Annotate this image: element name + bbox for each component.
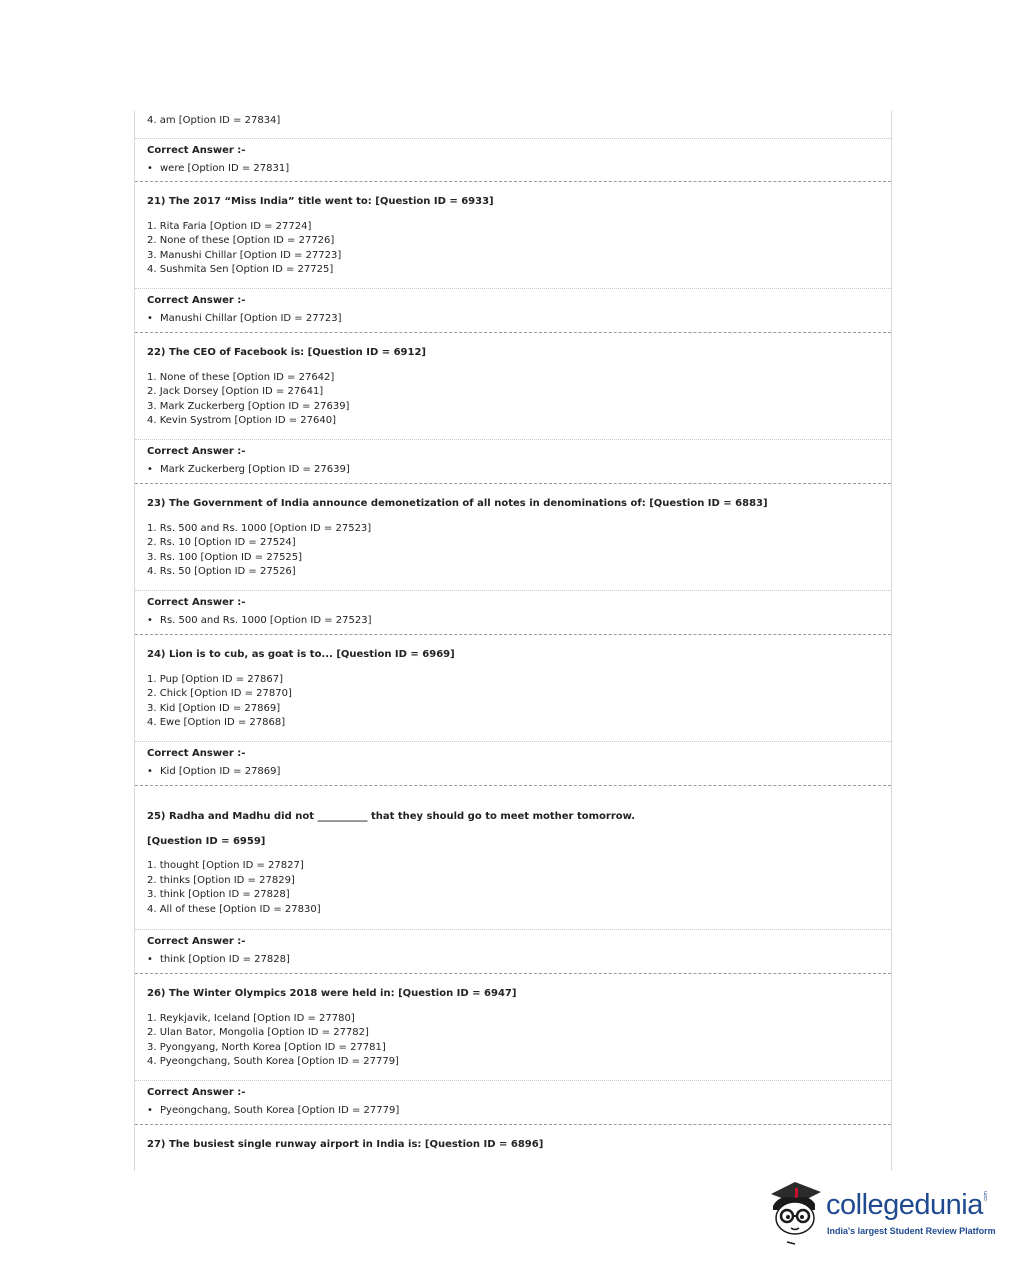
correct-answer: • Pyeongchang, South Korea [Option ID = 27779]: [147, 1104, 879, 1119]
question-24: [135, 635, 891, 741]
option-item: 1. Rs. 500 and Rs. 1000 [Option ID = 27523]: [147, 522, 372, 534]
correct-answer-label: Correct Answer :-: [147, 597, 246, 608]
question-title: 27) The busiest single runway airport in India is: [Question ID = 6896]: [147, 1139, 544, 1150]
correct-answer-label: Correct Answer :-: [147, 748, 246, 759]
question-25: [135, 786, 891, 929]
option-item: 3. Mark Zuckerberg [Option ID = 27639]: [147, 400, 350, 412]
option-list: [147, 859, 879, 917]
question-21: [135, 182, 891, 288]
answer-block-26: [135, 1081, 891, 1124]
question-27: [135, 1125, 891, 1153]
question-26: [135, 974, 891, 1080]
answer-block-25: [135, 930, 891, 973]
logo-wordmark: collegedunia: [826, 1189, 983, 1221]
correct-answer-label: Correct Answer :-: [147, 446, 246, 457]
question-title: 24) Lion is to cub, as goat is to... [Question ID = 6969]: [147, 649, 455, 660]
correct-answer-label: Correct Answer :-: [147, 1087, 246, 1098]
option-list: [147, 673, 879, 731]
question-23: [135, 484, 891, 590]
question-title: 21) The 2017 “Miss India” title went to: [Question ID = 6933]: [147, 196, 494, 207]
option-item: 2. Chick [Option ID = 27870]: [147, 688, 292, 700]
option-item: 4. Ewe [Option ID = 27868]: [147, 717, 286, 729]
prev-answer-block: [135, 139, 891, 181]
option-item: 1. None of these [Option ID = 27642]: [147, 371, 335, 383]
correct-answer: • Manushi Chillar [Option ID = 27723]: [147, 312, 879, 327]
correct-answer-label: Correct Answer :-: [147, 145, 246, 156]
option-item: 4. Pyeongchang, South Korea [Option ID = 27779]: [147, 1056, 399, 1068]
option-item: 2. thinks [Option ID = 27829]: [147, 874, 295, 886]
option-item: 3. Pyongyang, North Korea [Option ID = 27781]: [147, 1041, 386, 1053]
bullet-icon: •: [147, 312, 153, 324]
correct-answer-label: Correct Answer :-: [147, 295, 246, 306]
answer-block-21: [135, 289, 891, 332]
bullet-icon: •: [147, 953, 153, 965]
bullet-icon: •: [147, 463, 153, 475]
option-item: 1. Pup [Option ID = 27867]: [147, 673, 283, 685]
option-item: 3. Kid [Option ID = 27869]: [147, 702, 281, 714]
correct-answer-label: Correct Answer :-: [147, 936, 246, 947]
option-item: 4. All of these [Option ID = 27830]: [147, 903, 321, 915]
option-list: [147, 522, 879, 580]
option-item: 4. Rs. 50 [Option ID = 27526]: [147, 566, 296, 578]
option-list: [147, 220, 879, 278]
option-item: 4. Kevin Systrom [Option ID = 27640]: [147, 415, 337, 427]
correct-answer: • Rs. 500 and Rs. 1000 [Option ID = 27523]: [147, 614, 879, 629]
answer-block-24: [135, 742, 891, 785]
option-item: 2. Rs. 10 [Option ID = 27524]: [147, 537, 296, 549]
option-item: 3. think [Option ID = 27828]: [147, 889, 290, 901]
option-item: 2. None of these [Option ID = 27726]: [147, 235, 335, 247]
correct-answer: • think [Option ID = 27828]: [147, 953, 879, 968]
answer-block-23: [135, 591, 891, 634]
bullet-icon: •: [147, 765, 153, 777]
question-title: 26) The Winter Olympics 2018 were held in: [Question ID = 6947]: [147, 988, 517, 999]
correct-answer: • Mark Zuckerberg [Option ID = 27639]: [147, 463, 879, 478]
question-sheet: [134, 111, 892, 1171]
option-list: [147, 371, 879, 429]
option-item: 2. Ulan Bator, Mongolia [Option ID = 27782]: [147, 1027, 369, 1039]
correct-answer: • Kid [Option ID = 27869]: [147, 765, 879, 780]
option-list: [147, 1012, 879, 1070]
question-title: 23) The Government of India announce demonetization of all notes in denominations of: [Question ID = 6883]: [147, 498, 768, 509]
bullet-icon: •: [147, 162, 153, 174]
bullet-icon: •: [147, 1104, 153, 1116]
option-item: 1. Rita Faria [Option ID = 27724]: [147, 220, 312, 232]
option-item: 4. Sushmita Sen [Option ID = 27725]: [147, 264, 334, 276]
question-id: [Question ID = 6959]: [147, 835, 266, 847]
bullet-icon: •: [147, 614, 153, 626]
question-title: 22) The CEO of Facebook is: [Question ID = 6912]: [147, 347, 426, 358]
option-item: 1. Reykjavik, Iceland [Option ID = 27780]: [147, 1012, 355, 1024]
option-item: 2. Jack Dorsey [Option ID = 27641]: [147, 386, 324, 398]
option-item: 1. thought [Option ID = 27827]: [147, 860, 304, 872]
option-item: 3. Manushi Chillar [Option ID = 27723]: [147, 249, 342, 261]
logo-tagline: India's largest Student Review Platform: [827, 1226, 996, 1236]
mascot-icon: [771, 1182, 821, 1244]
answer-block-22: [135, 440, 891, 483]
logo-suffix: .com: [983, 1191, 989, 1202]
option-item: 3. Rs. 100 [Option ID = 27525]: [147, 551, 303, 563]
prev-option-4: 4. am [Option ID = 27834]: [147, 115, 281, 126]
question-title: 25) Radha and Madhu did not __________ that they should go to meet mother tomorrow.: [147, 811, 636, 822]
correct-answer: • were [Option ID = 27831]: [147, 162, 879, 177]
question-22: [135, 333, 891, 439]
